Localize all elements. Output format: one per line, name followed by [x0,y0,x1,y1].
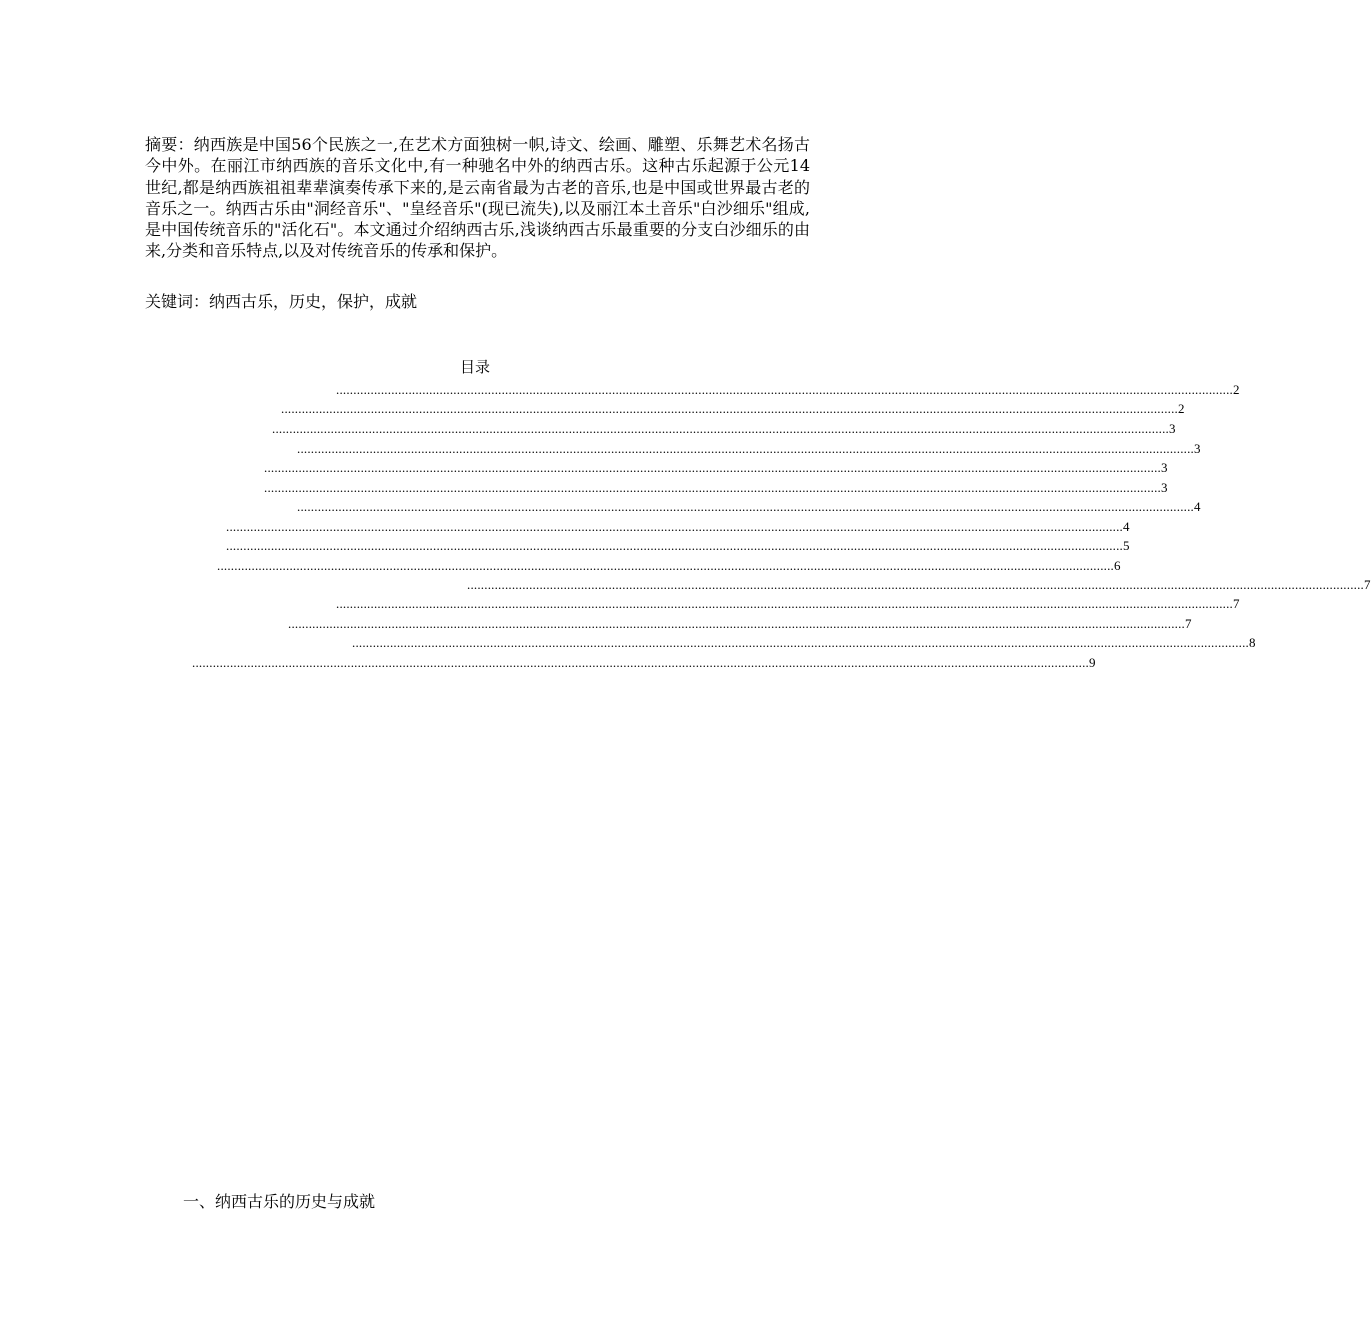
toc-page-number: 3 [1169,421,1176,436]
toc-entry[interactable] [226,514,1130,534]
toc-page-number: 4 [1123,519,1130,534]
toc-leader: .................................................................................................................................................................................................................................................................... [272,421,1169,436]
toc-leader: .................................................................................................................................................................................................................................................................... [264,480,1161,495]
toc-page-number: 5 [1123,538,1130,553]
toc-leader: .................................................................................................................................................................................................................................................................... [336,382,1233,397]
toc-leader: .................................................................................................................................................................................................................................................................... [281,401,1178,416]
toc-entry[interactable] [297,436,1201,456]
toc-leader: .................................................................................................................................................................................................................................................................... [192,655,1089,670]
toc-page-number: 2 [1233,382,1240,397]
toc-entry[interactable] [272,416,1176,436]
toc-entry[interactable] [297,494,1201,514]
toc-page-number: 3 [1161,460,1168,475]
toc-page-number: 4 [1194,499,1201,514]
toc-leader: .................................................................................................................................................................................................................................................................... [217,558,1114,573]
toc-leader: .................................................................................................................................................................................................................................................................... [226,538,1123,553]
toc-entry[interactable] [226,533,1130,553]
toc-leader: .................................................................................................................................................................................................................................................................... [467,577,1364,592]
toc-page-number: 9 [1089,655,1096,670]
abstract-paragraph: 摘要：纳西族是中国56个民族之一,在艺术方面独树一帜,诗文、绘画、雕塑、乐舞艺术名扬古今中外。在丽江市纳西族的音乐文化中,有一种驰名中外的纳西古乐。这种古乐起源于公元14世纪,都是纳西族祖祖辈辈演奏传承下来的,是云南省最为古老的音乐,也是中国或世界最古老的音乐之一。纳西古乐由"洞经音乐"、"皇经音乐"(现已流失),以及丽江本土音乐"白沙细乐"组成,是中国传统音乐的"活化石"。本文通过介绍纳西古乐,浅谈纳西古乐最重要的分支白沙细乐的由来,分类和音乐特点,以及对传统音乐的传承和保护。 [145,135,810,261]
toc-entry[interactable] [288,611,1192,631]
toc-page-number: 6 [1114,558,1121,573]
toc-entry[interactable] [336,591,1240,611]
toc-entry[interactable] [264,455,1168,475]
toc-entry[interactable] [467,572,1371,592]
toc-leader: .................................................................................................................................................................................................................................................................... [336,596,1233,611]
toc-leader: .................................................................................................................................................................................................................................................................... [297,441,1194,456]
toc-entry[interactable] [336,377,1240,397]
toc-page-number: 2 [1178,401,1185,416]
toc-leader: .................................................................................................................................................................................................................................................................... [297,499,1194,514]
toc-title: 目录 [459,358,490,376]
toc-leader: .................................................................................................................................................................................................................................................................... [352,635,1249,650]
toc-page-number: 8 [1249,635,1256,650]
toc-leader: .................................................................................................................................................................................................................................................................... [288,616,1185,631]
toc-leader: .................................................................................................................................................................................................................................................................... [226,519,1123,534]
toc-entry[interactable] [264,475,1168,495]
toc-entry[interactable] [281,396,1185,416]
toc-page-number: 7 [1233,596,1240,611]
section-heading: 一、纳西古乐的历史与成就 [183,1192,376,1211]
toc-page-number: 3 [1194,441,1201,456]
toc-entry[interactable] [217,553,1121,573]
toc-page-number: 7 [1364,577,1371,592]
keywords-line: 关键词：纳西古乐，历史，保护，成就 [145,292,418,311]
toc-entry[interactable] [192,650,1096,670]
toc-entry[interactable] [352,630,1256,650]
toc-page-number: 3 [1161,480,1168,495]
toc-leader: .................................................................................................................................................................................................................................................................... [264,460,1161,475]
toc-page-number: 7 [1185,616,1192,631]
